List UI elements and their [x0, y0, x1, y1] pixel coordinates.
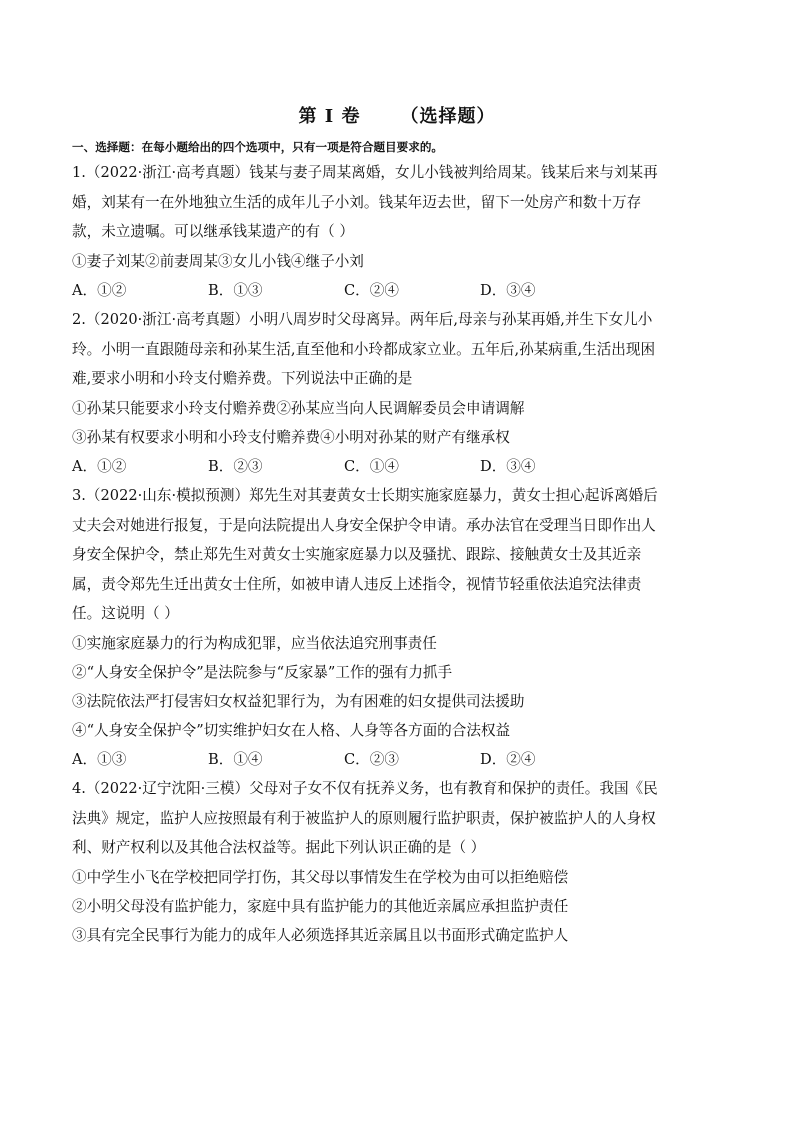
section-instruction: 一、选择题：在每小题给出的四个选项中，只有一项是符合题目要求的。 — [72, 140, 444, 154]
answer-choice[interactable]: A．①③ — [72, 750, 127, 768]
answer-choice[interactable]: D．③④ — [480, 457, 536, 475]
statement-option: ②小明父母没有监护能力，家庭中具有监护能力的其他近亲属应承担监护责任 — [72, 897, 569, 915]
question-2 — [72, 305, 722, 481]
question-4 — [72, 774, 722, 950]
question-stem-line: 难,要求小明和小玲支付赡养费。下列说法中正确的是 — [72, 370, 413, 387]
question-stem-line: 身安全保护令，禁止郑先生对黄女士实施家庭暴力以及骚扰、跟踪、接触黄女士及其近亲 — [72, 546, 642, 563]
question-stem-line: 款，未立遗嘱。可以继承钱某遗产的有（ ） — [72, 223, 354, 240]
question-stem-line: 1.（2022·浙江·高考真题）钱某与妻子周某离婚，女儿小钱被判给周某。钱某后来与刘某再 — [72, 164, 658, 181]
statement-option: ③孙某有权要求小明和小玲支付赡养费④小明对孙某的财产有继承权 — [72, 428, 510, 446]
statement-option: ③具有完全民事行为能力的成年人必须选择其近亲属且以书面形式确定监护人 — [72, 926, 569, 944]
statement-option: ③法院依法严打侵害妇女权益犯罪行为，为有困难的妇女提供司法援助 — [72, 692, 525, 710]
question-stem-line: 婚，刘某有一在外地独立生活的成年儿子小刘。钱某年迈去世，留下一处房产和数十万存 — [72, 193, 642, 211]
question-3 — [72, 481, 722, 774]
question-stem-line: 4.（2022·辽宁沈阳·三模）父母对子女不仅有抚养义务，也有教育和保护的责任。我国《民 — [72, 780, 658, 797]
title-sub: （选择题） — [400, 106, 496, 127]
answer-choices — [72, 452, 722, 482]
answer-choices — [72, 276, 722, 306]
title-main: 第 I 卷 — [298, 106, 361, 127]
answer-choice[interactable]: B．①④ — [208, 750, 263, 768]
statement-option: ①实施家庭暴力的行为构成犯罪，应当依法追究刑事责任 — [72, 634, 437, 652]
question-stem-line: 法典》规定，监护人应按照最有利于被监护人的原则履行监护职责，保护被监护人的人身权 — [72, 809, 656, 827]
question-list — [72, 158, 722, 950]
statement-option: ①中学生小飞在学校把同学打伤，其父母以事情发生在学校为由可以拒绝赔偿 — [72, 868, 569, 886]
question-1 — [72, 158, 722, 305]
answer-choice[interactable]: B．②③ — [208, 457, 263, 475]
exam-page — [72, 100, 722, 950]
statement-option: ①孙某只能要求小玲支付赡养费②孙某应当向人民调解委员会申请调解 — [72, 399, 525, 417]
answer-choice[interactable]: D．②④ — [480, 750, 536, 768]
question-stem-line: 2.（2020·浙江·高考真题）小明八周岁时父母离异。两年后,母亲与孙某再婚,并生下女儿小 — [72, 311, 653, 328]
answer-choice[interactable]: A．①② — [72, 281, 127, 299]
answer-choice[interactable]: D．③④ — [480, 281, 536, 299]
question-stem-line: 利、财产权利以及其他合法权益等。据此下列认识正确的是（ ） — [72, 839, 486, 856]
answer-choice[interactable]: C．①④ — [344, 457, 399, 475]
answer-choice[interactable]: B．①③ — [208, 281, 263, 299]
answer-choice[interactable]: C．②④ — [344, 281, 399, 299]
section-title — [72, 100, 722, 134]
question-stem-line: 玲。小明一直跟随母亲和孙某生活,直至他和小玲都成家立业。五年后,孙某病重,生活出现困 — [72, 340, 656, 358]
question-stem-line: 丈夫会对她进行报复，于是向法院提出人身安全保护令申请。承办法官在受理当日即作出人 — [72, 516, 656, 534]
question-stem-line: 任。这说明（ ） — [72, 605, 179, 622]
statement-option: ④“人身安全保护令”切实维护妇女在人格、人身等各方面的合法权益 — [72, 721, 511, 739]
answer-choices — [72, 745, 722, 775]
answer-choice[interactable]: A．①② — [72, 457, 127, 475]
statement-option: ②“人身安全保护令”是法院参与“反家暴”工作的强有力抓手 — [72, 663, 453, 681]
question-stem-line: 属，责令郑先生迁出黄女士住所，如被申请人违反上述指令，视情节轻重依法追究法律责 — [72, 575, 642, 593]
question-stem-line: 3.（2022·山东·模拟预测）郑先生对其妻黄女士长期实施家庭暴力，黄女士担心起诉离婚后 — [72, 487, 658, 504]
statement-option: ①妻子刘某②前妻周某③女儿小钱④继子小刘 — [72, 252, 364, 270]
answer-choice[interactable]: C．②③ — [344, 750, 399, 768]
